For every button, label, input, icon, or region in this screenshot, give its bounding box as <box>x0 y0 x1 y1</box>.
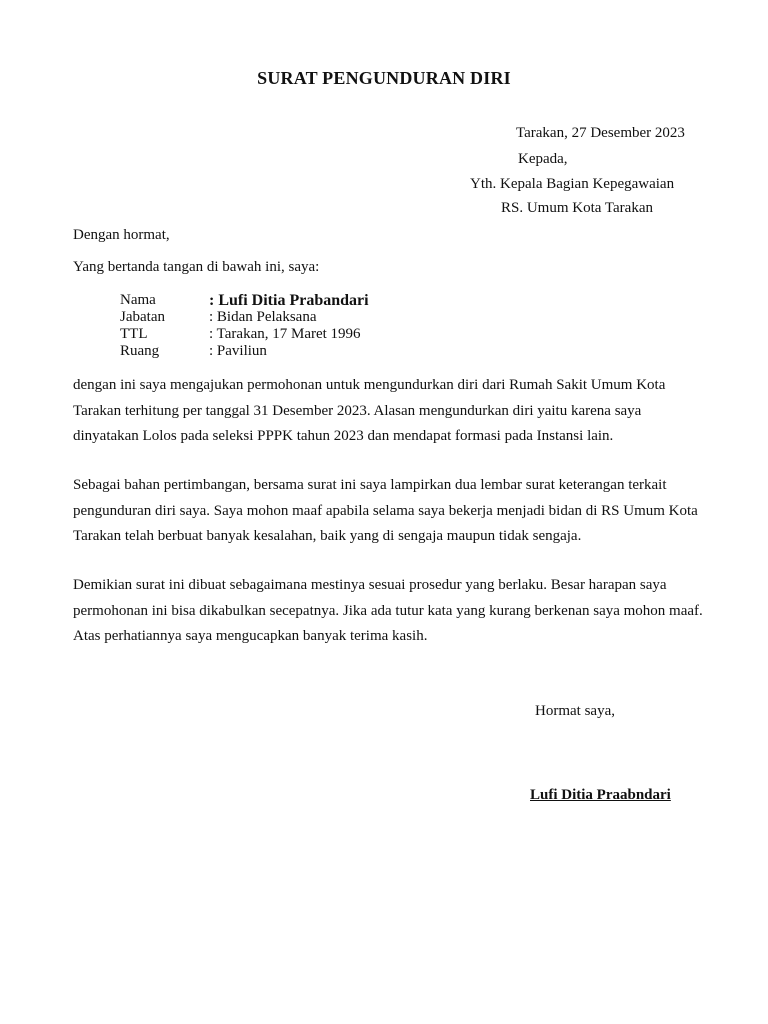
identity-value: : Paviliun <box>209 343 267 359</box>
intro-line: Yang bertanda tangan di bawah ini, saya: <box>73 259 320 275</box>
recipient-to: Kepada, <box>518 151 568 167</box>
body-paragraph-3: Demikian surat ini dibuat sebagaimana mestinya sesuai prosedur yang berlaku. Besar harapan saya permohonan ini bisa dikabulkan secepatnya. Jika ada tutur kata yang kurang berkenan saya mohon maaf. Atas perhatiannya saya mengucapkan banyak terima kasih. <box>73 577 703 644</box>
recipient-institution: RS. Umum Kota Tarakan <box>501 200 653 216</box>
identity-row-name <box>120 292 369 309</box>
body-paragraph-2: Sebagai bahan pertimbangan, bersama surat ini saya lampirkan dua lembar surat keterangan terkait pengunduran diri saya. Saya mohon maaf apabila selama saya bekerja menjadi bidan di RS Umum Kota Tarakan telah berbuat banyak kesalahan, baik yang di sengaja maupun tidak sengaja. <box>73 477 698 544</box>
identity-label: Ruang <box>120 343 160 359</box>
salutation: Dengan hormat, <box>73 227 170 243</box>
place-date: Tarakan, 27 Desember 2023 <box>516 125 685 141</box>
signature-name: Lufi Ditia Praabndari <box>530 787 671 803</box>
identity-value: : Bidan Pelaksana <box>209 309 317 325</box>
identity-label: Nama <box>120 292 156 308</box>
recipient-title: Yth. Kepala Bagian Kepegawaian <box>470 176 675 192</box>
identity-label: TTL <box>120 326 148 342</box>
identity-row-position <box>120 309 369 326</box>
identity-row-birth <box>120 326 369 343</box>
identity-label: Jabatan <box>120 309 165 325</box>
identity-value: : Tarakan, 17 Maret 1996 <box>209 326 361 342</box>
letter-title: SURAT PENGUNDURAN DIRI <box>257 68 511 88</box>
identity-table <box>120 292 369 360</box>
closing: Hormat saya, <box>535 703 615 719</box>
body-paragraph-1: dengan ini saya mengajukan permohonan untuk mengundurkan diri dari Rumah Sakit Umum Kota Tarakan terhitung per tanggal 31 Desember 2023. Alasan mengundurkan diri yaitu karena saya dinyatakan Lolos pada seleksi PPPK tahun 2023 dan mendapat formasi pada Instansi lain. <box>73 377 666 444</box>
identity-value: : Lufi Ditia Prabandari <box>209 292 369 309</box>
identity-row-room <box>120 343 369 360</box>
